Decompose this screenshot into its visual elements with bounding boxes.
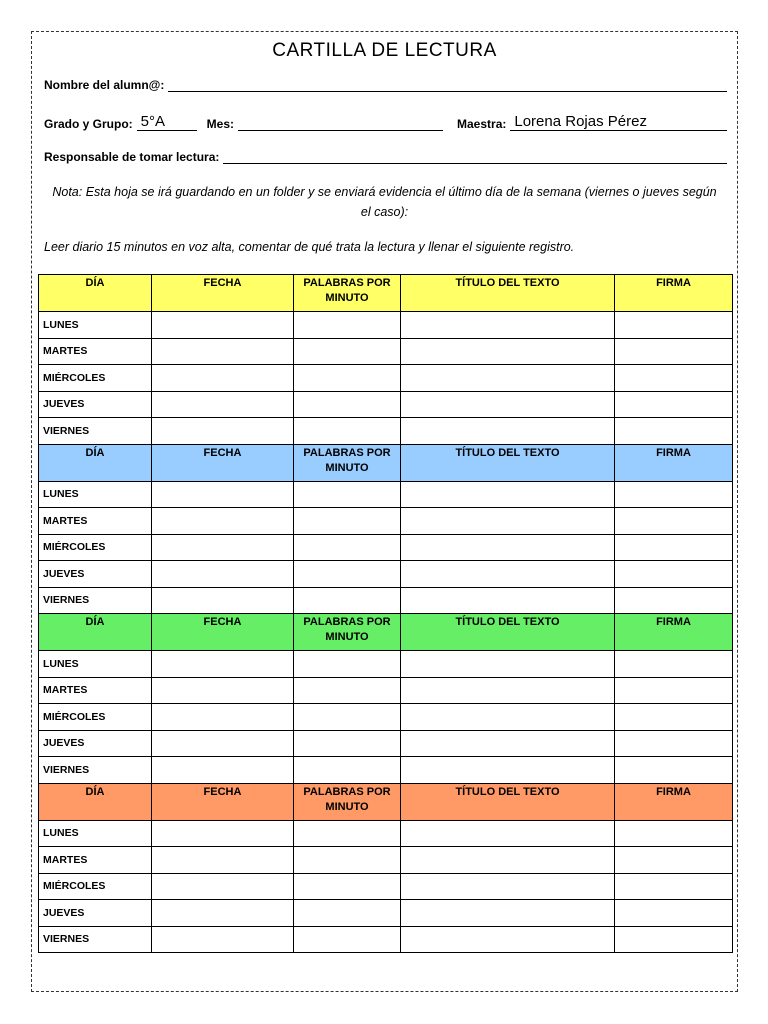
date-cell[interactable] xyxy=(152,481,294,508)
column-header: TÍTULO DEL TEXTO xyxy=(401,444,615,481)
date-cell[interactable] xyxy=(152,312,294,339)
column-header: PALABRAS POR MINUTO xyxy=(294,444,401,481)
day-label: MIÉRCOLES xyxy=(39,873,152,900)
day-label: MIÉRCOLES xyxy=(39,534,152,561)
signature-cell[interactable] xyxy=(615,900,733,927)
table-row xyxy=(39,651,733,678)
text-title-cell[interactable] xyxy=(401,651,615,678)
column-header: DÍA xyxy=(39,444,152,481)
words-per-minute-cell[interactable] xyxy=(294,561,401,588)
date-cell[interactable] xyxy=(152,391,294,418)
table-row xyxy=(39,508,733,535)
signature-cell[interactable] xyxy=(615,820,733,847)
signature-cell[interactable] xyxy=(615,391,733,418)
date-cell[interactable] xyxy=(152,873,294,900)
column-header: TÍTULO DEL TEXTO xyxy=(401,783,615,820)
date-cell[interactable] xyxy=(152,338,294,365)
signature-cell[interactable] xyxy=(615,338,733,365)
table-row xyxy=(39,418,733,445)
signature-cell[interactable] xyxy=(615,587,733,614)
text-title-cell[interactable] xyxy=(401,391,615,418)
signature-cell[interactable] xyxy=(615,651,733,678)
signature-cell[interactable] xyxy=(615,847,733,874)
date-cell[interactable] xyxy=(152,508,294,535)
day-label: MIÉRCOLES xyxy=(39,365,152,392)
date-cell[interactable] xyxy=(152,704,294,731)
teacher-value[interactable]: Lorena Rojas Pérez xyxy=(510,114,727,131)
words-per-minute-cell[interactable] xyxy=(294,757,401,784)
instruction-text: Leer diario 15 minutos en voz alta, comentar de qué trata la lectura y llenar el siguiente registro. xyxy=(44,240,575,254)
column-header: PALABRAS POR MINUTO xyxy=(294,275,401,312)
day-label: MARTES xyxy=(39,508,152,535)
words-per-minute-cell[interactable] xyxy=(294,587,401,614)
responsible-label: Responsable de tomar lectura: xyxy=(44,150,220,164)
date-cell[interactable] xyxy=(152,651,294,678)
text-title-cell[interactable] xyxy=(401,561,615,588)
signature-cell[interactable] xyxy=(615,704,733,731)
words-per-minute-cell[interactable] xyxy=(294,391,401,418)
table-row xyxy=(39,757,733,784)
table-row xyxy=(39,587,733,614)
column-header: PALABRAS POR MINUTO xyxy=(294,614,401,651)
column-header: FECHA xyxy=(152,614,294,651)
text-title-cell[interactable] xyxy=(401,534,615,561)
column-header: FECHA xyxy=(152,275,294,312)
table-row xyxy=(39,481,733,508)
text-title-cell[interactable] xyxy=(401,508,615,535)
day-label: MARTES xyxy=(39,847,152,874)
day-label: JUEVES xyxy=(39,391,152,418)
day-label: MARTES xyxy=(39,677,152,704)
day-label: LUNES xyxy=(39,651,152,678)
signature-cell[interactable] xyxy=(615,418,733,445)
text-title-cell[interactable] xyxy=(401,338,615,365)
text-title-cell[interactable] xyxy=(401,481,615,508)
words-per-minute-cell[interactable] xyxy=(294,704,401,731)
signature-cell[interactable] xyxy=(615,757,733,784)
text-title-cell[interactable] xyxy=(401,820,615,847)
table-row xyxy=(39,677,733,704)
day-label: VIERNES xyxy=(39,926,152,953)
day-label: LUNES xyxy=(39,312,152,339)
words-per-minute-cell[interactable] xyxy=(294,651,401,678)
header-row-blue xyxy=(39,444,733,481)
date-cell[interactable] xyxy=(152,730,294,757)
date-cell[interactable] xyxy=(152,900,294,927)
header-row-orange xyxy=(39,783,733,820)
date-cell[interactable] xyxy=(152,587,294,614)
words-per-minute-cell[interactable] xyxy=(294,365,401,392)
words-per-minute-cell[interactable] xyxy=(294,926,401,953)
table-row xyxy=(39,900,733,927)
words-per-minute-cell[interactable] xyxy=(294,900,401,927)
student-name-field[interactable] xyxy=(168,79,727,92)
signature-cell[interactable] xyxy=(615,926,733,953)
signature-cell[interactable] xyxy=(615,365,733,392)
text-title-cell[interactable] xyxy=(401,730,615,757)
day-label: LUNES xyxy=(39,481,152,508)
words-per-minute-cell[interactable] xyxy=(294,820,401,847)
day-label: VIERNES xyxy=(39,757,152,784)
month-field[interactable] xyxy=(238,118,443,131)
words-per-minute-cell[interactable] xyxy=(294,481,401,508)
day-label: JUEVES xyxy=(39,900,152,927)
table-row xyxy=(39,365,733,392)
column-header: FECHA xyxy=(152,783,294,820)
column-header: TÍTULO DEL TEXTO xyxy=(401,275,615,312)
text-title-cell[interactable] xyxy=(401,312,615,339)
signature-cell[interactable] xyxy=(615,561,733,588)
table-row xyxy=(39,704,733,731)
table-row xyxy=(39,561,733,588)
table-row xyxy=(39,730,733,757)
page-title: CARTILLA DE LECTURA xyxy=(272,40,497,61)
date-cell[interactable] xyxy=(152,926,294,953)
grade-label: Grado y Grupo: xyxy=(44,117,133,131)
column-header: FIRMA xyxy=(615,614,733,651)
table-row xyxy=(39,873,733,900)
table-row xyxy=(39,338,733,365)
date-cell[interactable] xyxy=(152,534,294,561)
table-row xyxy=(39,534,733,561)
table-row xyxy=(39,926,733,953)
day-label: JUEVES xyxy=(39,730,152,757)
header-row-yellow xyxy=(39,275,733,312)
day-label: VIERNES xyxy=(39,418,152,445)
header-row-green xyxy=(39,614,733,651)
words-per-minute-cell[interactable] xyxy=(294,873,401,900)
day-label: JUEVES xyxy=(39,561,152,588)
words-per-minute-cell[interactable] xyxy=(294,338,401,365)
text-title-cell[interactable] xyxy=(401,900,615,927)
table-row xyxy=(39,391,733,418)
date-cell[interactable] xyxy=(152,677,294,704)
responsible-row xyxy=(44,150,727,164)
text-title-cell[interactable] xyxy=(401,418,615,445)
text-title-cell[interactable] xyxy=(401,873,615,900)
words-per-minute-cell[interactable] xyxy=(294,418,401,445)
column-header: PALABRAS POR MINUTO xyxy=(294,783,401,820)
day-label: VIERNES xyxy=(39,587,152,614)
grade-value[interactable]: 5°A xyxy=(137,114,197,131)
words-per-minute-cell[interactable] xyxy=(294,677,401,704)
signature-cell[interactable] xyxy=(615,534,733,561)
signature-cell[interactable] xyxy=(615,873,733,900)
note-text: Nota: Esta hoja se irá guardando en un folder y se enviará evidencia el último día de la semana (viernes o jueves según el caso): xyxy=(52,185,717,219)
signature-cell[interactable] xyxy=(615,312,733,339)
words-per-minute-cell[interactable] xyxy=(294,730,401,757)
date-cell[interactable] xyxy=(152,561,294,588)
words-per-minute-cell[interactable] xyxy=(294,847,401,874)
text-title-cell[interactable] xyxy=(401,677,615,704)
signature-cell[interactable] xyxy=(615,730,733,757)
column-header: FIRMA xyxy=(615,275,733,312)
table-row xyxy=(39,312,733,339)
column-header: DÍA xyxy=(39,783,152,820)
text-title-cell[interactable] xyxy=(401,926,615,953)
month-label: Mes: xyxy=(206,117,235,131)
day-label: LUNES xyxy=(39,820,152,847)
words-per-minute-cell[interactable] xyxy=(294,312,401,339)
text-title-cell[interactable] xyxy=(401,847,615,874)
words-per-minute-cell[interactable] xyxy=(294,508,401,535)
column-header: DÍA xyxy=(39,275,152,312)
table-row xyxy=(39,820,733,847)
text-title-cell[interactable] xyxy=(401,587,615,614)
reading-register-table xyxy=(38,274,733,953)
column-header: FIRMA xyxy=(615,444,733,481)
words-per-minute-cell[interactable] xyxy=(294,534,401,561)
grade-month-teacher-row xyxy=(44,114,727,131)
text-title-cell[interactable] xyxy=(401,365,615,392)
date-cell[interactable] xyxy=(152,757,294,784)
responsible-field[interactable] xyxy=(223,151,727,164)
student-name-label: Nombre del alumn@: xyxy=(44,78,165,92)
day-label: MARTES xyxy=(39,338,152,365)
date-cell[interactable] xyxy=(152,820,294,847)
column-header: FECHA xyxy=(152,444,294,481)
column-header: FIRMA xyxy=(615,783,733,820)
reading-card-sheet xyxy=(31,31,738,992)
signature-cell[interactable] xyxy=(615,508,733,535)
table-row xyxy=(39,847,733,874)
date-cell[interactable] xyxy=(152,365,294,392)
day-label: MIÉRCOLES xyxy=(39,704,152,731)
date-cell[interactable] xyxy=(152,418,294,445)
teacher-label: Maestra: xyxy=(457,117,507,131)
student-name-row xyxy=(44,78,727,92)
column-header: DÍA xyxy=(39,614,152,651)
text-title-cell[interactable] xyxy=(401,704,615,731)
text-title-cell[interactable] xyxy=(401,757,615,784)
column-header: TÍTULO DEL TEXTO xyxy=(401,614,615,651)
date-cell[interactable] xyxy=(152,847,294,874)
signature-cell[interactable] xyxy=(615,481,733,508)
signature-cell[interactable] xyxy=(615,677,733,704)
